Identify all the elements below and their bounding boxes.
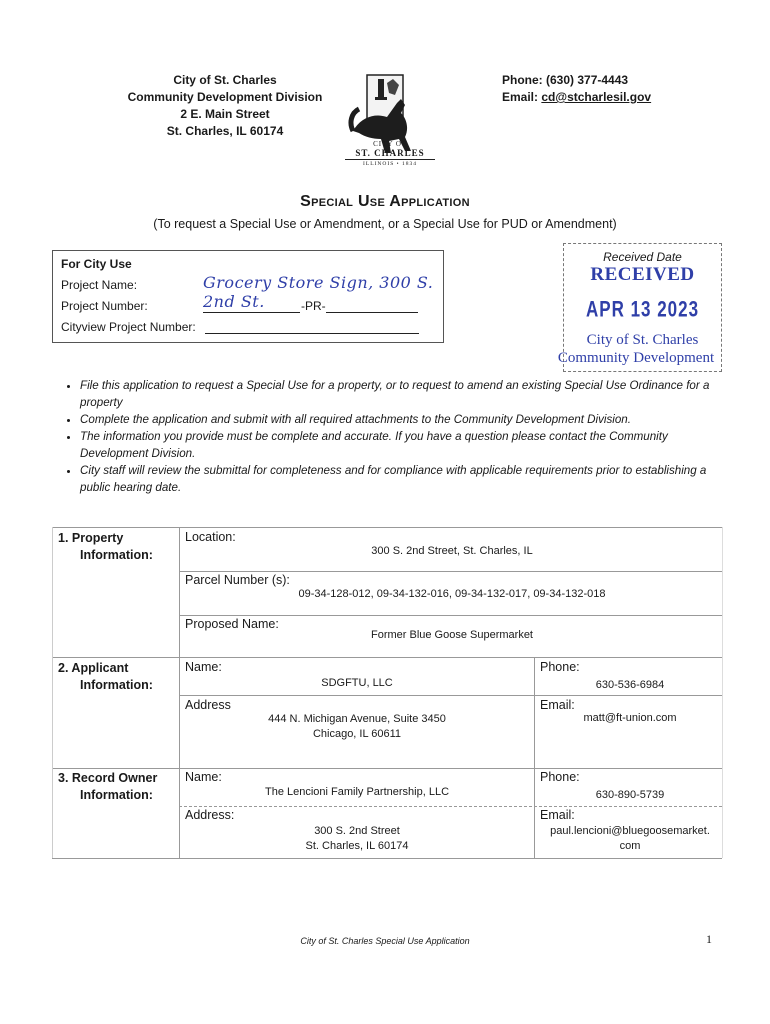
- received-stamp-date: APR 13 2023: [585, 297, 700, 322]
- instructions-list: [58, 377, 718, 496]
- table-rule: [179, 695, 722, 696]
- org-line: City of St. Charles: [173, 73, 277, 87]
- owner-phone-label: Phone:: [540, 770, 580, 784]
- information-table: [52, 527, 722, 859]
- table-rule: [52, 527, 53, 858]
- address-line: 300 S. 2nd Street: [314, 825, 400, 837]
- received-stamp-department: Community Development: [557, 350, 715, 366]
- city-use-box: [52, 250, 444, 343]
- table-rule: [179, 806, 722, 807]
- applicant-email-label: Email:: [540, 698, 575, 712]
- contact-email-label: Email:: [502, 90, 542, 104]
- org-line: Community Development Division: [127, 90, 323, 104]
- received-stamp-title: RECEIVED: [590, 264, 695, 285]
- org-line: 2 E. Main Street: [180, 107, 270, 121]
- applicant-name-label: Name:: [185, 660, 222, 674]
- location-value[interactable]: 300 S. 2nd Street, St. Charles, IL: [371, 545, 533, 557]
- email-line: paul.lencioni@bluegoosemarket.: [550, 825, 710, 837]
- received-date-box: [557, 243, 722, 372]
- applicant-phone-value[interactable]: 630-536-6984: [595, 679, 665, 691]
- table-rule: [52, 768, 722, 769]
- owner-email-value[interactable]: [536, 824, 724, 854]
- owner-address-value[interactable]: [192, 824, 522, 854]
- city-logo-text: [345, 140, 435, 167]
- section-heading-line: Information:: [80, 678, 153, 692]
- document-subtitle: (To request a Special Use or Amendment, or a Special Use for PUD or Amendment): [153, 217, 617, 231]
- location-label: Location:: [185, 530, 236, 544]
- applicant-email-value[interactable]: matt@ft-union.com: [583, 712, 677, 724]
- contact-phone: Phone: (630) 377-4443: [502, 73, 629, 87]
- organization-address: [100, 72, 350, 140]
- received-date-heading: Received Date: [603, 250, 682, 264]
- section-heading-line: Information:: [80, 788, 153, 802]
- section-heading-line: 1. Property: [58, 531, 124, 545]
- section-heading-line: 3. Record Owner: [58, 771, 158, 785]
- cityview-number-label: Cityview Project Number:: [61, 320, 196, 334]
- table-rule: [534, 657, 535, 858]
- property-section-heading: [58, 530, 153, 564]
- project-number-label: Project Number:: [61, 299, 148, 313]
- cityview-number-field[interactable]: [205, 333, 419, 334]
- project-name-label: Project Name:: [61, 278, 138, 292]
- address-line: St. Charles, IL 60174: [305, 840, 409, 852]
- proposed-name-value[interactable]: Former Blue Goose Supermarket: [370, 629, 533, 641]
- parcel-number-value[interactable]: 09-34-128-012, 09-34-132-016, 09-34-132-017, 09-34-132-018: [298, 588, 606, 600]
- city-use-heading: For City Use: [61, 257, 132, 271]
- applicant-address-label: Address: [185, 698, 231, 712]
- parcel-number-label: Parcel Number (s):: [185, 573, 290, 587]
- logo-line: ST. CHARLES: [345, 148, 435, 160]
- logo-line: CITY OF: [373, 140, 407, 148]
- address-line: 444 N. Michigan Avenue, Suite 3450: [268, 713, 446, 725]
- project-number-separator: -PR-: [301, 299, 326, 313]
- table-rule: [52, 858, 722, 859]
- instruction-item: • City staff will review the submittal for completeness and for compliance with applicable requirements prior to establishing a public hearing date.: [80, 462, 718, 496]
- received-stamp-city: City of St. Charles: [586, 332, 699, 348]
- applicant-name-value[interactable]: SDGFTU, LLC: [321, 677, 393, 689]
- table-rule: [179, 615, 722, 616]
- owner-name-value[interactable]: The Lencioni Family Partnership, LLC: [264, 786, 450, 798]
- project-number-field-1[interactable]: [203, 312, 300, 313]
- instruction-item: • The information you provide must be complete and accurate. If you have a question please contact the Community Development Division.: [80, 428, 718, 462]
- contact-email-line: [502, 89, 651, 106]
- proposed-name-label: Proposed Name:: [185, 617, 279, 631]
- table-rule: [722, 527, 723, 858]
- applicant-phone-label: Phone:: [540, 660, 580, 674]
- address-line: Chicago, IL 60611: [312, 728, 402, 740]
- section-heading-line: Information:: [80, 548, 153, 562]
- table-rule: [52, 527, 722, 528]
- owner-address-label: Address:: [185, 808, 235, 822]
- section-heading-line: 2. Applicant: [58, 661, 129, 675]
- project-number-field-2[interactable]: [326, 312, 418, 313]
- owner-email-label: Email:: [540, 808, 575, 822]
- owner-section-heading: [58, 770, 157, 804]
- page-number: 1: [706, 932, 712, 946]
- table-rule: [52, 657, 722, 658]
- logo-line: ILLINOIS • 1834: [363, 161, 417, 167]
- contact-info: [502, 72, 651, 106]
- applicant-section-heading: [58, 660, 153, 694]
- table-rule: [179, 571, 722, 572]
- owner-phone-value[interactable]: 630-890-5739: [595, 789, 665, 801]
- project-name-handwritten: Grocery Store Sign, 300 S. 2nd St.: [203, 273, 434, 311]
- page-footer: City of St. Charles Special Use Application: [300, 936, 470, 946]
- instruction-item: • Complete the application and submit with all required attachments to the Community Development Division.: [80, 411, 718, 428]
- table-rule: [179, 527, 180, 858]
- instruction-item: • File this application to request a Special Use for a property, or to request to amend an existing Special Use Ordinance for a property: [80, 377, 718, 411]
- email-line: com: [619, 840, 641, 852]
- applicant-address-value[interactable]: [192, 712, 522, 742]
- org-line: St. Charles, IL 60174: [166, 124, 284, 138]
- contact-email-link[interactable]: cd@stcharlesil.gov: [541, 90, 652, 104]
- owner-name-label: Name:: [185, 770, 222, 784]
- document-title: Special Use Application: [300, 193, 470, 210]
